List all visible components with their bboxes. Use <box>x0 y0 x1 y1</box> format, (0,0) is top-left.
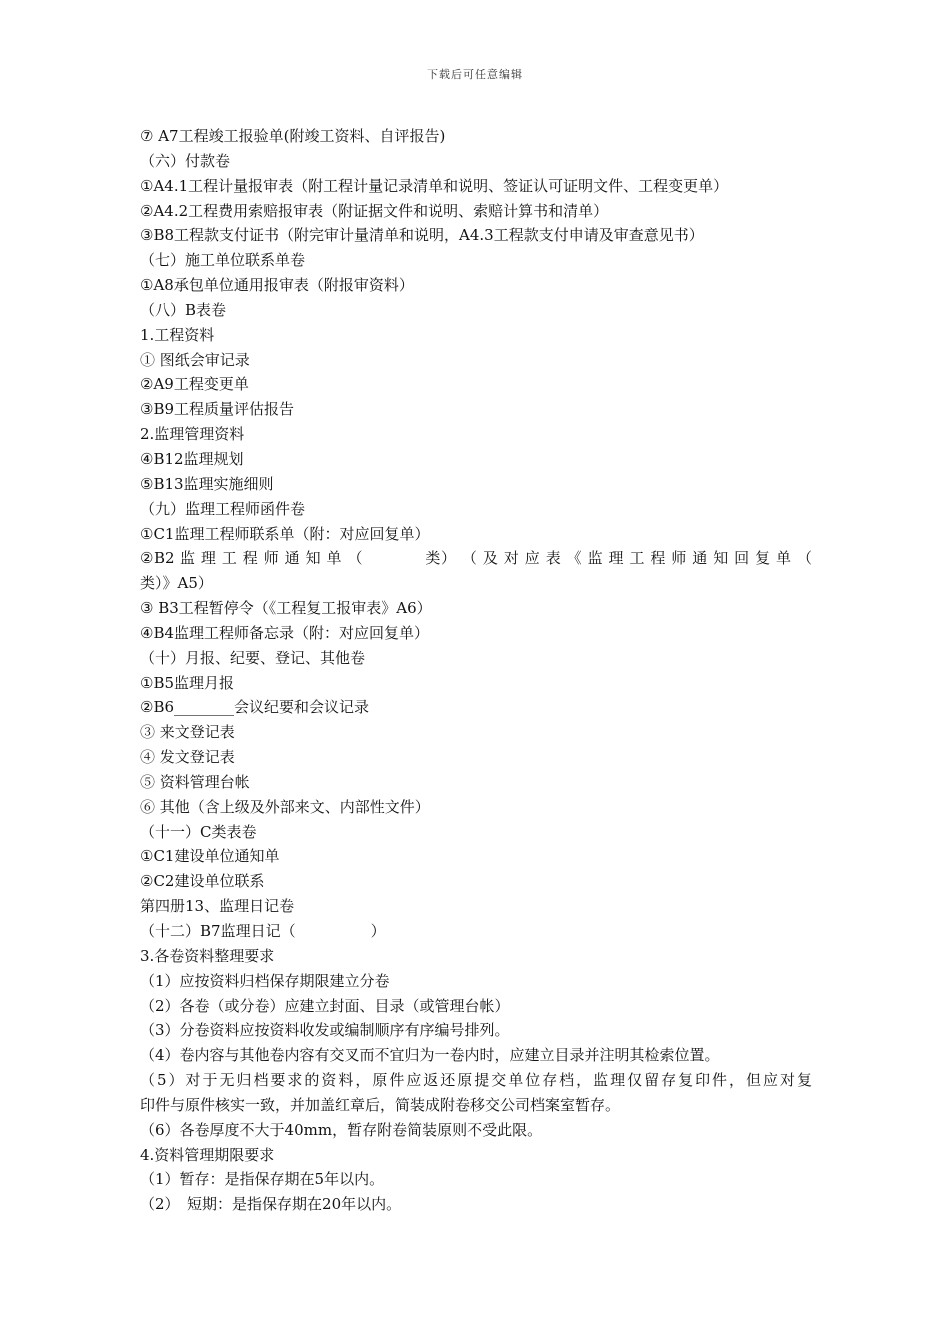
text-line: ②B6________会议纪要和会议记录 <box>140 698 370 717</box>
text-line: （5）对于无归档要求的资料，原件应返还原提交单位存档，监理仅留存复印件，但应对复 <box>140 1071 812 1090</box>
text-line: ①C1建设单位通知单 <box>140 847 280 866</box>
subsection-heading: 3.各卷资料整理要求 <box>140 946 275 965</box>
text-line: ⑤B13监理实施细则 <box>140 474 274 493</box>
subsection-heading: 2.监理管理资料 <box>140 425 245 444</box>
section-heading: （十一）C类表卷 <box>140 822 257 841</box>
text-line: ①B5监理月报 <box>140 673 235 692</box>
text-line: （1）暂存：是指保存期在5年以内。 <box>140 1170 385 1189</box>
text-line: ③B8工程款支付证书（附完审计量清单和说明，A4.3工程款支付申请及审查意见书） <box>140 226 704 245</box>
page-header: 下载后可任意编辑 <box>427 68 523 81</box>
text-line: ②A9工程变更单 <box>140 375 249 394</box>
text-line: ②C2建设单位联系 <box>140 872 265 891</box>
text-line: ①C1监理工程师联系单（附：对应回复单） <box>140 524 430 543</box>
text-line: 类）》A5） <box>140 574 213 593</box>
section-heading: （八）B表卷 <box>140 300 227 319</box>
text-line: ②B2 监 理 工 程 师 通 知 单 （ 类） （ 及 对 应 表 《 监 理 工 程 师 通 知 回 复 单 （ <box>140 549 812 568</box>
text-line: （4）卷内容与其他卷内容有交叉而不宜归为一卷内时，应建立目录并注明其检索位置。 <box>140 1046 720 1065</box>
text-line: ④B4监理工程师备忘录（附：对应回复单） <box>140 623 430 642</box>
text-line: ②A4.2工程费用索赔报审表（附证据文件和说明、索赔计算书和清单） <box>140 201 609 220</box>
text-line: ⑤ 资料管理台帐 <box>140 772 250 791</box>
text-line: （3）分卷资料应按资料收发或编制顺序有序编号排列。 <box>140 1021 510 1040</box>
text-line: ④ 发文登记表 <box>140 748 235 767</box>
text-line: （2） 短期：是指保存期在20年以内。 <box>140 1195 402 1214</box>
text-line: ⑥ 其他（含上级及外部来文、内部性文件） <box>140 797 430 816</box>
text-line: ①A8承包单位通用报审表（附报审资料） <box>140 276 414 295</box>
section-heading: （十二）B7监理日记（ ） <box>140 922 386 940</box>
subsection-heading: 1.工程资料 <box>140 325 215 344</box>
text-line: 第四册13、监理日记卷 <box>140 897 295 916</box>
text-line: ④B12监理规划 <box>140 449 244 468</box>
text-line: （1）应按资料归档保存期限建立分卷 <box>140 971 390 990</box>
text-line: （6）各卷厚度不大于40mm，暂存附卷简装原则不受此限。 <box>140 1120 543 1139</box>
subsection-heading: 4.资料管理期限要求 <box>140 1145 275 1164</box>
text-line: ① 图纸会审记录 <box>140 350 250 369</box>
text-line: ③ 来文登记表 <box>140 723 235 742</box>
section-heading: （六）付款卷 <box>140 151 231 170</box>
section-heading: （十）月报、纪要、登记、其他卷 <box>140 648 366 667</box>
text-line: ①A4.1工程计量报审表（附工程计量记录清单和说明、签证认可证明文件、工程变更单） <box>140 176 729 195</box>
text-line: ③B9工程质量评估报告 <box>140 400 295 419</box>
section-heading: （九）监理工程师函件卷 <box>140 499 306 518</box>
text-line: （2）各卷（或分卷）应建立封面、目录（或管理台帐） <box>140 996 510 1015</box>
text-line: ③ B3工程暂停令（《工程复工报审表》A6） <box>140 599 432 618</box>
text-line: 印件与原件核实一致，并加盖红章后，简装成附卷移交公司档案室暂存。 <box>140 1095 621 1114</box>
section-heading: （七）施工单位联系单卷 <box>140 251 306 270</box>
text-line: ⑦ A7工程竣工报验单(附竣工资料、自评报告) <box>140 127 446 145</box>
document-body <box>140 124 812 1217</box>
